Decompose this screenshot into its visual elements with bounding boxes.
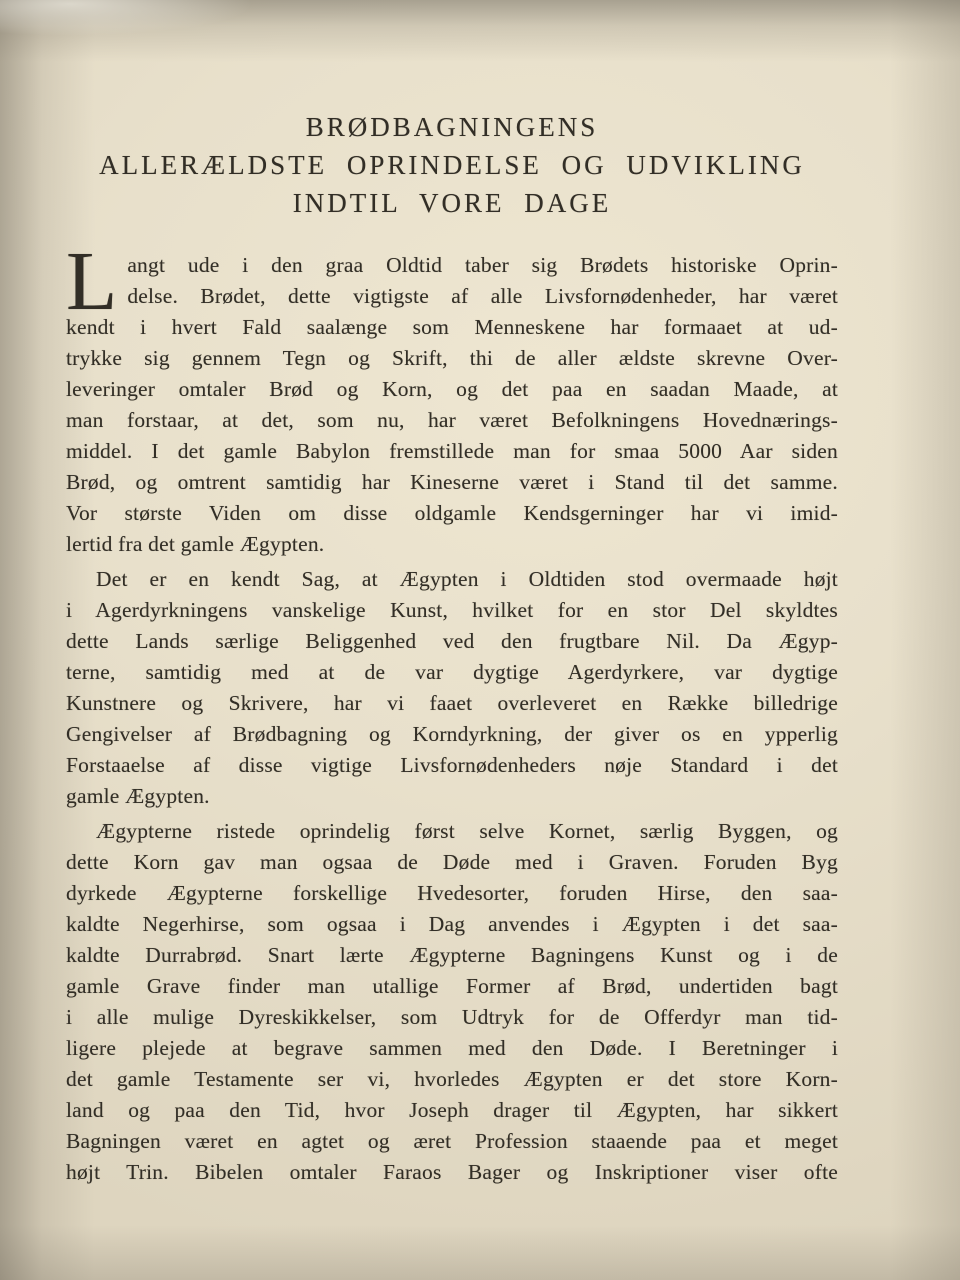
paragraph-1 [66,235,838,560]
text-line: terne, samtidig med at de var dygtige Agerdyrkere, var dygtige [66,660,838,684]
title-line-1: BRØDBAGNINGENS [305,112,599,142]
text-line: gamle Grave finder man utallige Former af Brød, undertiden bagt [66,974,838,998]
text-line: kendt i hvert Fald saalænge som Menneskene har formaaet at ud- [66,315,838,339]
title-line-3: INDTIL VORE DAGE [292,188,612,218]
text-line: leveringer omtaler Brød og Korn, og det paa en saadan Maade, at [66,377,838,401]
text-line: Gengivelser af Brødbagning og Korndyrkning, der giver os en ypperlig [66,722,838,746]
text-line: lertid fra det gamle Ægypten. [66,532,325,556]
text-line: gamle Ægypten. [66,784,210,808]
text-line: man forstaar, at det, som nu, har været Befolkningens Hovednærings- [66,408,838,432]
text-line: Vor største Viden om disse oldgamle Kendsgerninger har vi imid- [66,501,838,525]
text-line: i Agerdyrkningens vanskelige Kunst, hvilket for en stor Del skyldtes [66,598,838,622]
text-line: land og paa den Tid, hvor Joseph drager til Ægypten, har sikkert [66,1098,838,1122]
body-text [66,235,838,1188]
text-line: dyrkede Ægypterne forskellige Hvedesorter, foruden Hirse, den saa- [66,881,838,905]
page-title [66,108,838,222]
text-line: dette Korn gav man ogsaa de Døde med i Graven. Foruden Byg [66,850,838,874]
text-line: Brød, og omtrent samtidig har Kineserne været i Stand til det samme. [66,470,838,494]
paragraph-2 [66,564,838,812]
text-line: Kunstnere og Skrivere, har vi faaet overleveret en Række billedrige [66,691,838,715]
text-line: middel. I det gamle Babylon fremstillede man for smaa 5000 Aar siden [66,439,838,463]
text-line: Forstaaelse af disse vigtige Livsfornødenheders nøje Standard i det [66,753,838,777]
book-page [66,108,838,1188]
text-line: dette Lands særlige Beliggenhed ved den frugtbare Nil. Da Ægyp- [66,629,838,653]
text-line: angt ude i den graa Oldtid taber sig Brødets historiske Oprin- [127,253,838,277]
text-line: ligere plejede at begrave sammen med den Døde. I Beretninger i [66,1036,838,1060]
drop-cap: L [66,235,118,328]
text-line: Bagningen været en agtet og æret Profession staaende paa et meget [66,1129,838,1153]
paragraph-3 [66,816,838,1188]
text-line: Det er en kendt Sag, at Ægypten i Oldtiden stod overmaade højt [96,567,838,591]
text-line: i alle mulige Dyreskikkelser, som Udtryk for de Offerdyr man tid- [66,1005,838,1029]
text-line: højt Trin. Bibelen omtaler Faraos Bager og Inskriptioner viser ofte [66,1160,838,1184]
text-line: det gamle Testamente ser vi, hvorledes Ægypten er det store Korn- [66,1067,838,1091]
text-line: kaldte Negerhirse, som ogsaa i Dag anvendes i Ægypten i det saa- [66,912,838,936]
text-line: delse. Brødet, dette vigtigste af alle Livsfornødenheder, har været [127,284,838,308]
text-line: trykke sig gennem Tegn og Skrift, thi de aller ældste skrevne Over- [66,346,838,370]
text-line: Ægypterne ristede oprindelig først selve Kornet, særlig Byggen, og [96,819,838,843]
title-line-2: ALLERÆLDSTE OPRINDELSE OG UDVIKLING [99,150,805,180]
text-line: kaldte Durrabrød. Snart lærte Ægypterne Bagningens Kunst og i de [66,943,838,967]
